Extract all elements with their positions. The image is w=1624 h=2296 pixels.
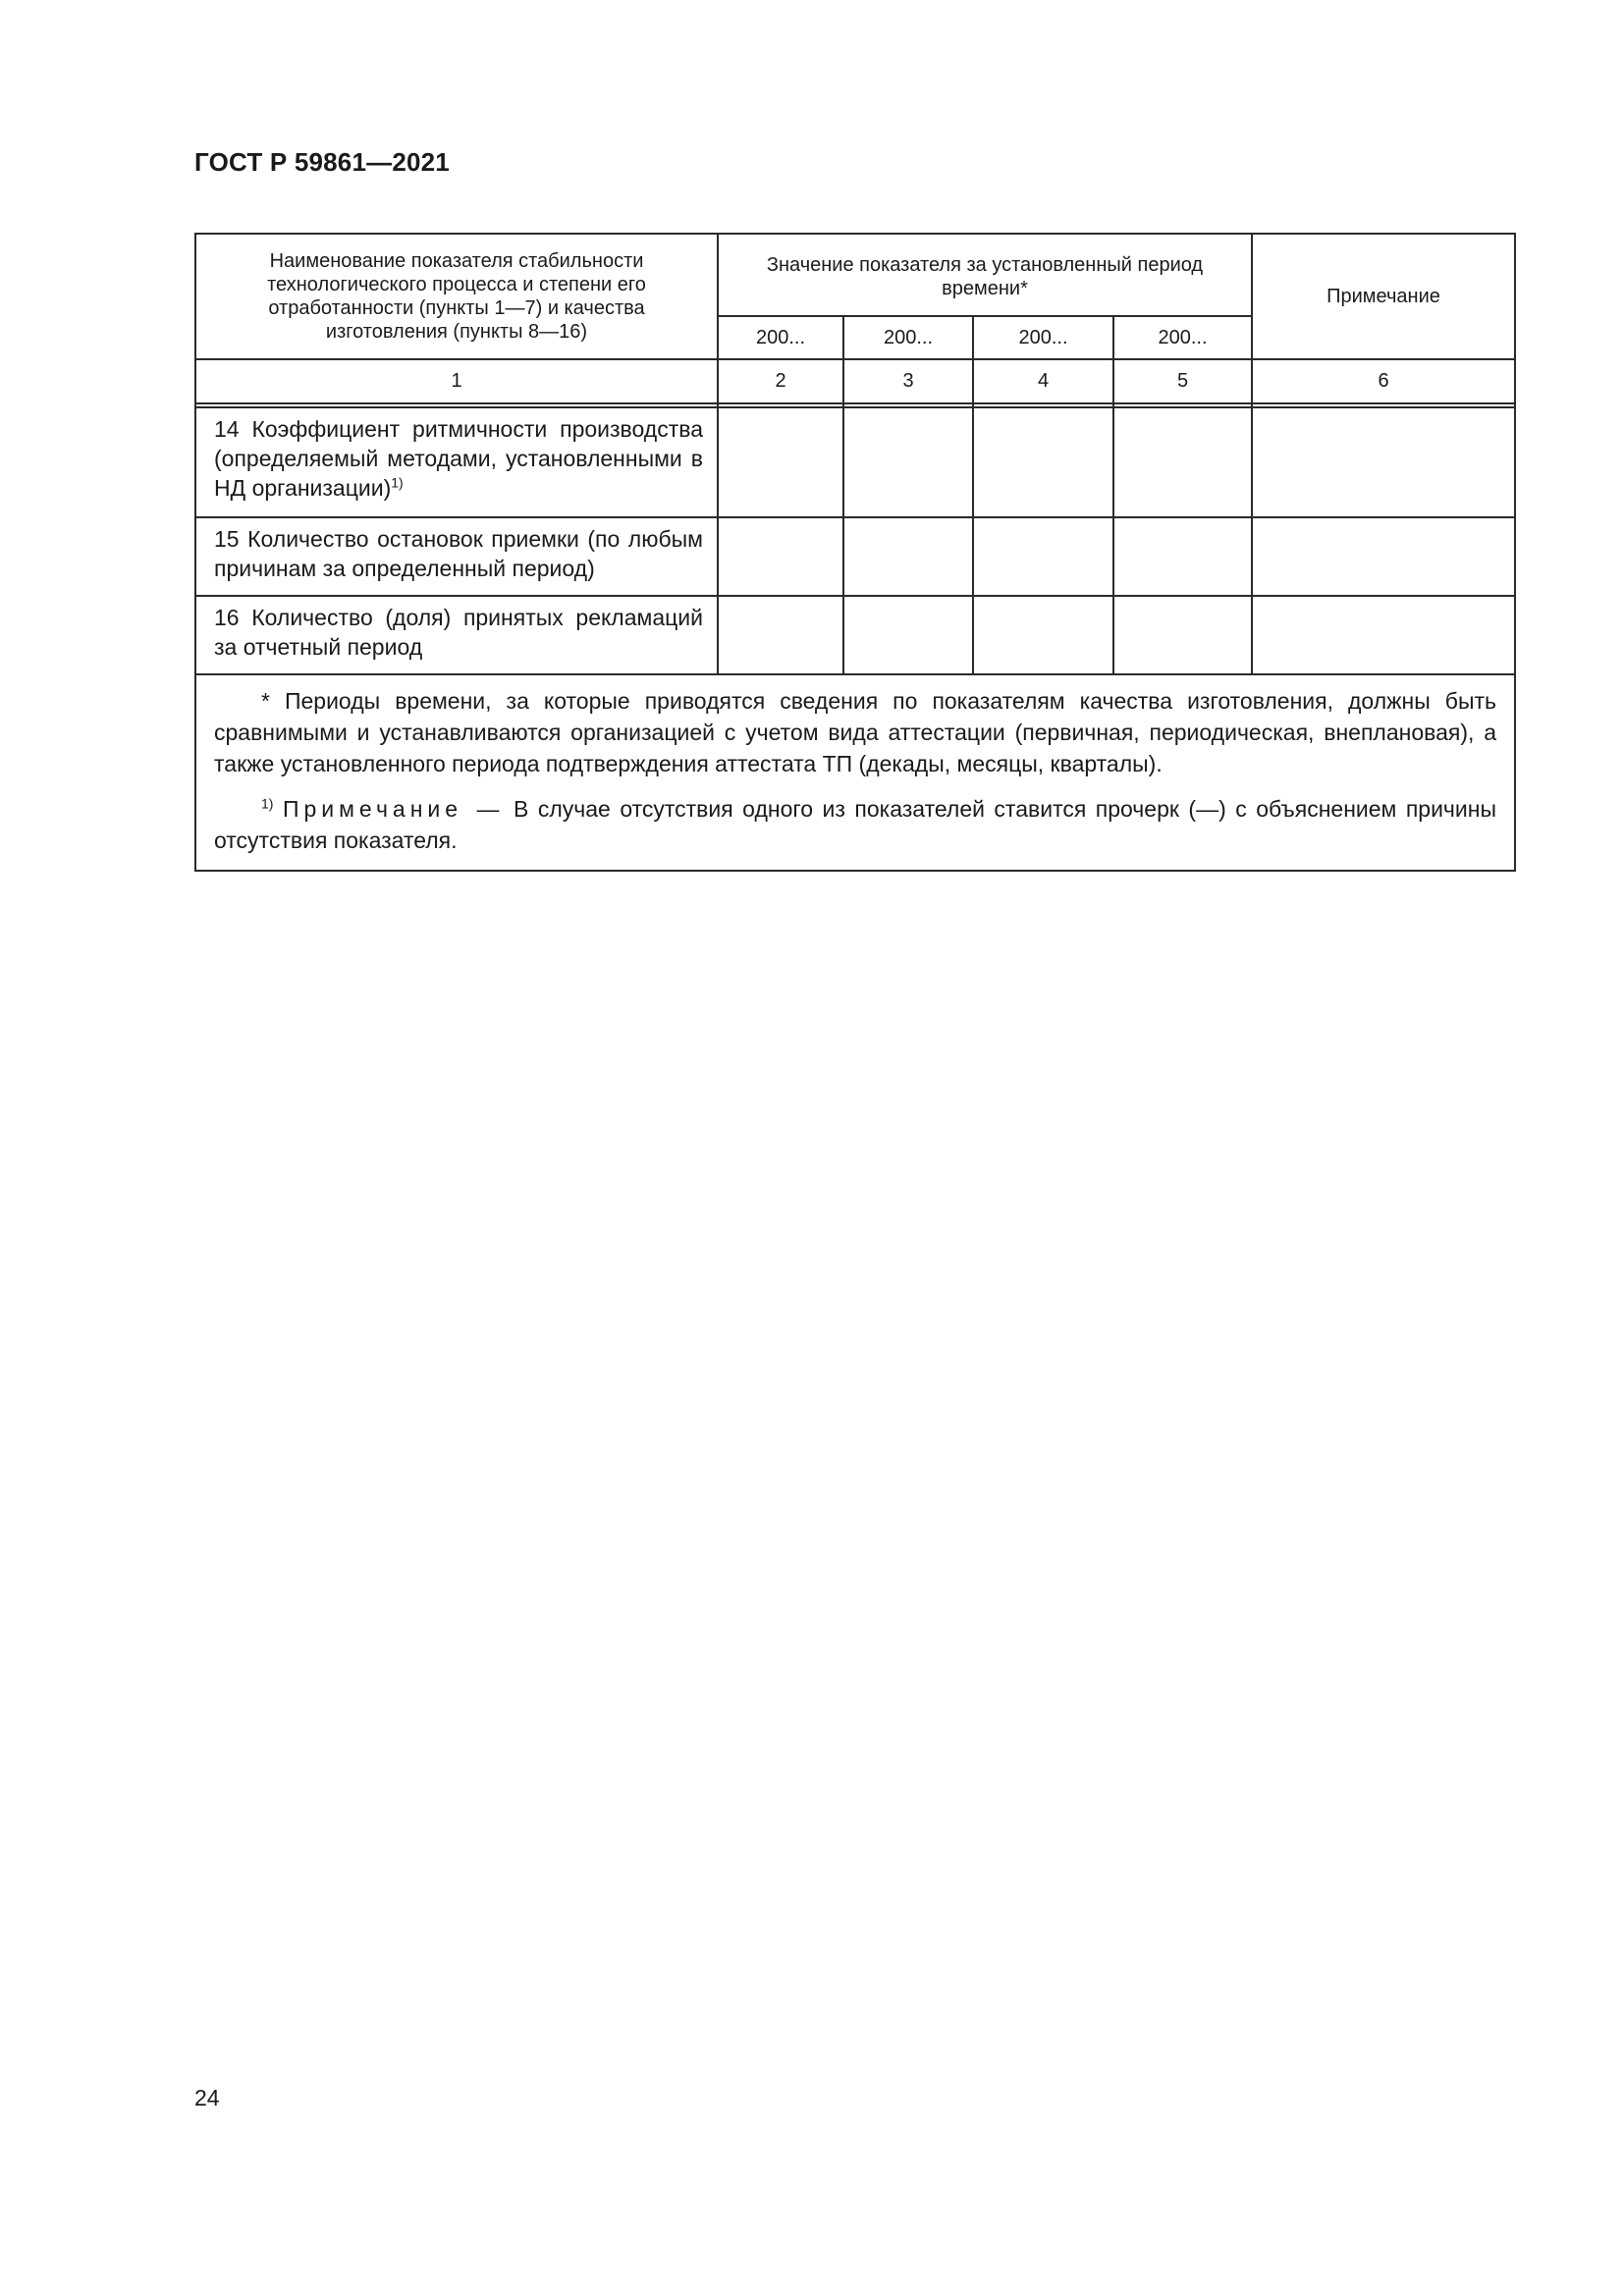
footnote-marker: 1) (391, 474, 404, 491)
value-cell (718, 407, 843, 517)
indicator-name-cell (195, 596, 718, 674)
indicator-name-cell (195, 407, 718, 517)
note-cell (1252, 517, 1515, 596)
page-number: 24 (194, 2085, 220, 2110)
period-value-header: Значение показателя за установленный период времени* (718, 234, 1252, 316)
value-cell (718, 517, 843, 596)
note-footnote (214, 793, 1496, 856)
value-cell (843, 517, 973, 596)
value-cell (1113, 517, 1252, 596)
year-header-3: 200... (973, 316, 1113, 359)
note-text: В случае отсутствия одного из показателей ставится прочерк (—) с объяснением причины отсутствия показателя. (214, 796, 1497, 853)
value-cell (1113, 407, 1252, 517)
value-cell (973, 596, 1113, 674)
column-number: 4 (973, 359, 1113, 403)
note-label: Примечание — (282, 796, 505, 822)
period-footnote: * Периоды времени, за которые приводятся сведения по показателям качества изготовления, должны быть сравнимыми и устанавливаются организацией с учетом вида аттестации (первичная, периодическая, внеплановая), а также установленного периода подтверждения аттестата ТП (декады, месяцы, кварталы). (214, 688, 1496, 776)
year-header-2: 200... (843, 316, 973, 359)
note-marker: 1) (261, 795, 274, 812)
value-cell (973, 517, 1113, 596)
column-number: 5 (1113, 359, 1252, 403)
column-number: 1 (195, 359, 718, 403)
indicator-name: 15 Количество остановок приемки (по любым причинам за определенный период) (214, 526, 703, 581)
indicator-name-cell (195, 517, 718, 596)
value-cell (843, 407, 973, 517)
value-cell (843, 596, 973, 674)
indicator-name: 16 Количество (доля) принятых рекламаций за отчетный период (214, 605, 703, 660)
note-cell (1252, 596, 1515, 674)
table-row (195, 407, 1515, 517)
column-number: 6 (1252, 359, 1515, 403)
value-cell (1113, 596, 1252, 674)
note-header: Примечание (1252, 234, 1515, 359)
year-header-1: 200... (718, 316, 843, 359)
note-cell (1252, 407, 1515, 517)
year-header-4: 200... (1113, 316, 1252, 359)
footnotes-row (195, 674, 1515, 871)
indicators-table (194, 233, 1516, 872)
value-cell (718, 596, 843, 674)
document-header: ГОСТ Р 59861—2021 (194, 147, 450, 177)
value-cell (973, 407, 1113, 517)
table-row (195, 596, 1515, 674)
indicator-name: 14 Коэффициент ритмичности производства (определяемый методами, установленными в НД организации) (214, 416, 703, 501)
column-number: 2 (718, 359, 843, 403)
table-row (195, 517, 1515, 596)
column-numbers-row (195, 359, 1515, 403)
indicator-name-header: Наименование показателя стабильности технологического процесса и степени его отработанности (пункты 1—7) и качества изготовления (пункты 8—16) (195, 234, 718, 359)
footnotes-cell (195, 674, 1515, 871)
column-number: 3 (843, 359, 973, 403)
